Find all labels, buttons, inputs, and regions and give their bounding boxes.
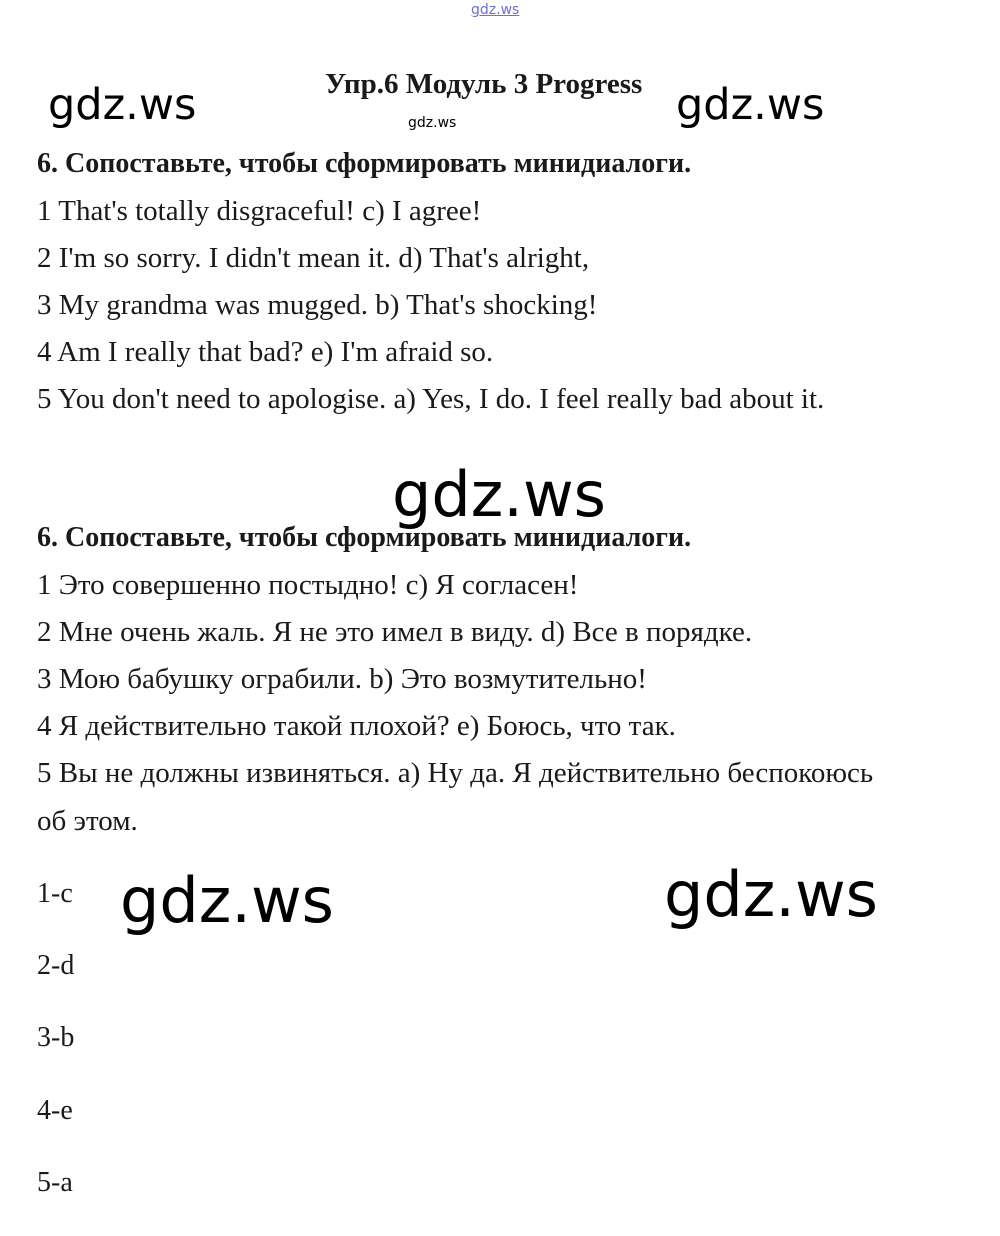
watermark-left-top: gdz.ws — [48, 80, 197, 130]
dialogue-line-ru-1: 1 Это совершенно постыдно! c) Я согласен! — [37, 569, 579, 601]
dialogue-line-ru-5-cont: об этом. — [37, 805, 138, 837]
section-heading-ru: 6. Сопоставьте, чтобы сформировать минидиалоги. — [37, 522, 692, 553]
section-heading-en: 6. Сопоставьте, чтобы сформировать минидиалоги. — [37, 148, 692, 179]
page-title: Упр.6 Модуль 3 Progress — [325, 68, 643, 100]
watermark-right-top: gdz.ws — [676, 80, 825, 130]
dialogue-line-ru-4: 4 Я действительно такой плохой? e) Боюсь, что так. — [37, 710, 676, 742]
answer-4: 4-e — [37, 1095, 73, 1126]
answer-3: 3-b — [37, 1022, 75, 1053]
watermark-bottom-left: gdz.ws — [120, 864, 334, 937]
answer-2: 2-d — [37, 950, 75, 981]
dialogue-line-en-5: 5 You don't need to apologise. a) Yes, I do. I feel really bad about it. — [37, 383, 825, 415]
watermark-top: gdz.ws — [471, 2, 520, 18]
dialogue-line-ru-3: 3 Мою бабушку ограбили. b) Это возмутительно! — [37, 663, 647, 695]
dialogue-line-ru-5: 5 Вы не должны извиняться. a) Ну да. Я действительно беспокоюсь — [37, 757, 874, 789]
dialogue-line-en-4: 4 Am I really that bad? e) I'm afraid so. — [37, 336, 494, 368]
dialogue-line-ru-2: 2 Мне очень жаль. Я не это имел в виду. d) Все в порядке. — [37, 616, 753, 648]
dialogue-line-en-2: 2 I'm so sorry. I didn't mean it. d) That's alright, — [37, 242, 590, 274]
watermark-center: gdz.ws — [392, 458, 606, 531]
dialogue-line-en-3: 3 My grandma was mugged. b) That's shocking! — [37, 289, 598, 321]
watermark-small: gdz.ws — [408, 115, 457, 131]
answer-5: 5-a — [37, 1167, 73, 1198]
watermark-bottom-right: gdz.ws — [664, 858, 878, 931]
answer-1: 1-c — [37, 878, 73, 909]
dialogue-line-en-1: 1 That's totally disgraceful! c) I agree! — [37, 195, 482, 227]
